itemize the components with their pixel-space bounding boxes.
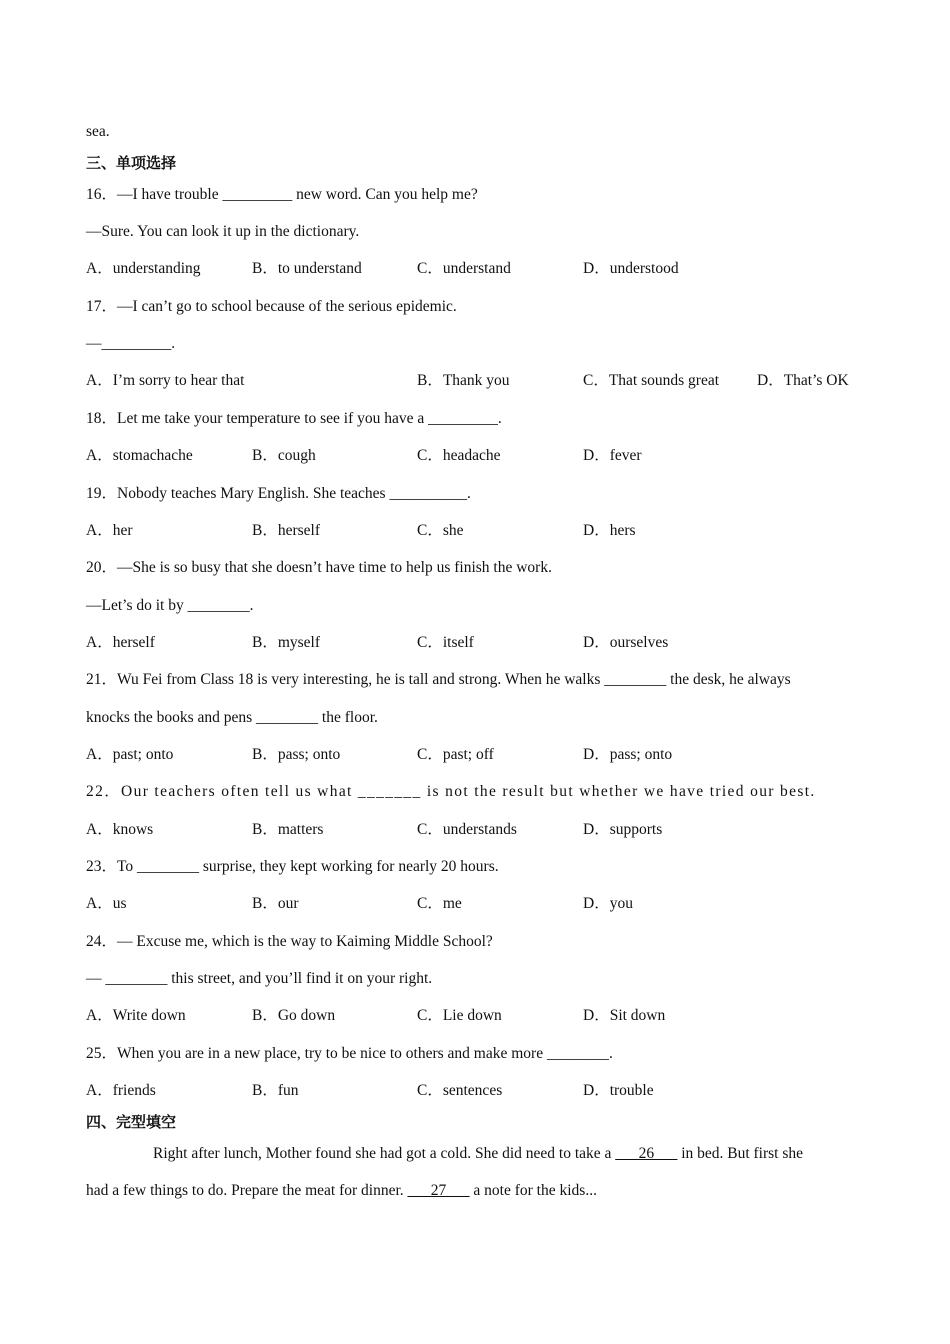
question-21-stem: 21．Wu Fei from Class 18 is very interesting, he is tall and strong. When he walks ________ the desk, he always [86, 671, 791, 688]
q16-option-b: B．to understand [252, 260, 362, 277]
q24-option-d: D．Sit down [583, 1007, 666, 1024]
q24-option-a: A．Write down [86, 1007, 186, 1024]
q19-option-d: D．hers [583, 522, 636, 539]
q23-option-a: A．us [86, 895, 127, 912]
cloze-blank-27: ___27___ [407, 1182, 470, 1199]
q18-option-d: D．fever [583, 447, 642, 464]
q25-option-c: C．sentences [417, 1082, 503, 1099]
q25-option-a: A．friends [86, 1082, 156, 1099]
question-25-stem: 25．When you are in a new place, try to be nice to others and make more ________. [86, 1045, 613, 1062]
question-16-stem: 16．—I have trouble _________ new word. Can you help me? [86, 186, 478, 203]
q25-option-d: D．trouble [583, 1082, 654, 1099]
q17-option-d: D．That’s OK [757, 372, 849, 389]
q23-option-b: B．our [252, 895, 299, 912]
cloze-text-2a: had a few things to do. Prepare the meat for dinner. [86, 1182, 408, 1199]
question-23-stem: 23．To ________ surprise, they kept working for nearly 20 hours. [86, 858, 499, 875]
question-18-stem: 18．Let me take your temperature to see if you have a _________. [86, 410, 502, 427]
q25-option-b: B．fun [252, 1082, 299, 1099]
q18-option-b: B．cough [252, 447, 316, 464]
question-17-stem: 17．—I can’t go to school because of the serious epidemic. [86, 298, 457, 315]
question-24-stem: 24．— Excuse me, which is the way to Kaiming Middle School? [86, 933, 493, 950]
q21-option-d: D．pass; onto [583, 746, 673, 763]
question-20-reply: —Let’s do it by ________. [86, 597, 254, 614]
q19-option-c: C．she [417, 522, 464, 539]
q20-option-b: B．myself [252, 634, 321, 651]
question-24-reply: — ________ this street, and you’ll find it on your right. [86, 970, 433, 987]
q22-option-b: B．matters [252, 821, 324, 838]
q20-option-d: D．ourselves [583, 634, 669, 651]
q23-option-d: D．you [583, 895, 633, 912]
intro-tail-text: sea. [86, 123, 110, 140]
cloze-text-1b: in bed. But first she [677, 1145, 804, 1162]
question-19-stem: 19．Nobody teaches Mary English. She teaches __________. [86, 485, 471, 502]
q24-option-c: C．Lie down [417, 1007, 502, 1024]
question-21-stem-cont: knocks the books and pens ________ the floor. [86, 709, 378, 726]
question-16-reply: —Sure. You can look it up in the dictionary. [86, 223, 360, 240]
section-4-heading: 四、完型填空 [86, 1113, 177, 1131]
q18-option-c: C．headache [417, 447, 501, 464]
question-17-reply: —_________. [86, 335, 176, 352]
q17-option-c: C．That sounds great [583, 372, 720, 389]
q17-option-b: B．Thank you [417, 372, 510, 389]
question-20-stem: 20．—She is so busy that she doesn’t have time to help us finish the work. [86, 559, 552, 576]
q20-option-a: A．herself [86, 634, 155, 651]
q17-option-a: A．I’m sorry to hear that [86, 372, 245, 389]
q19-option-b: B．herself [252, 522, 321, 539]
q22-option-a: A．knows [86, 821, 154, 838]
q16-option-d: D．understood [583, 260, 679, 277]
q21-option-b: B．pass; onto [252, 746, 341, 763]
cloze-text-1a: Right after lunch, Mother found she had got a cold. She did need to take a [153, 1145, 616, 1162]
q23-option-c: C．me [417, 895, 462, 912]
q16-option-c: C．understand [417, 260, 511, 277]
cloze-paragraph-line-2 [86, 1181, 597, 1201]
section-3-heading: 三、单项选择 [86, 154, 177, 172]
q20-option-c: C．itself [417, 634, 474, 651]
q21-option-a: A．past; onto [86, 746, 174, 763]
q24-option-b: B．Go down [252, 1007, 336, 1024]
q22-option-d: D．supports [583, 821, 663, 838]
q18-option-a: A．stomachache [86, 447, 193, 464]
q19-option-a: A．her [86, 522, 133, 539]
cloze-text-2b: a note for the kids... [469, 1182, 597, 1199]
cloze-blank-26: ___26___ [615, 1145, 678, 1162]
question-22-stem: 22．Our teachers often tell us what _______ is not the result but whether we have tried our best. [86, 783, 816, 800]
cloze-paragraph-line-1 [153, 1144, 803, 1164]
q22-option-c: C．understands [417, 821, 517, 838]
q21-option-c: C．past; off [417, 746, 494, 763]
q16-option-a: A．understanding [86, 260, 201, 277]
